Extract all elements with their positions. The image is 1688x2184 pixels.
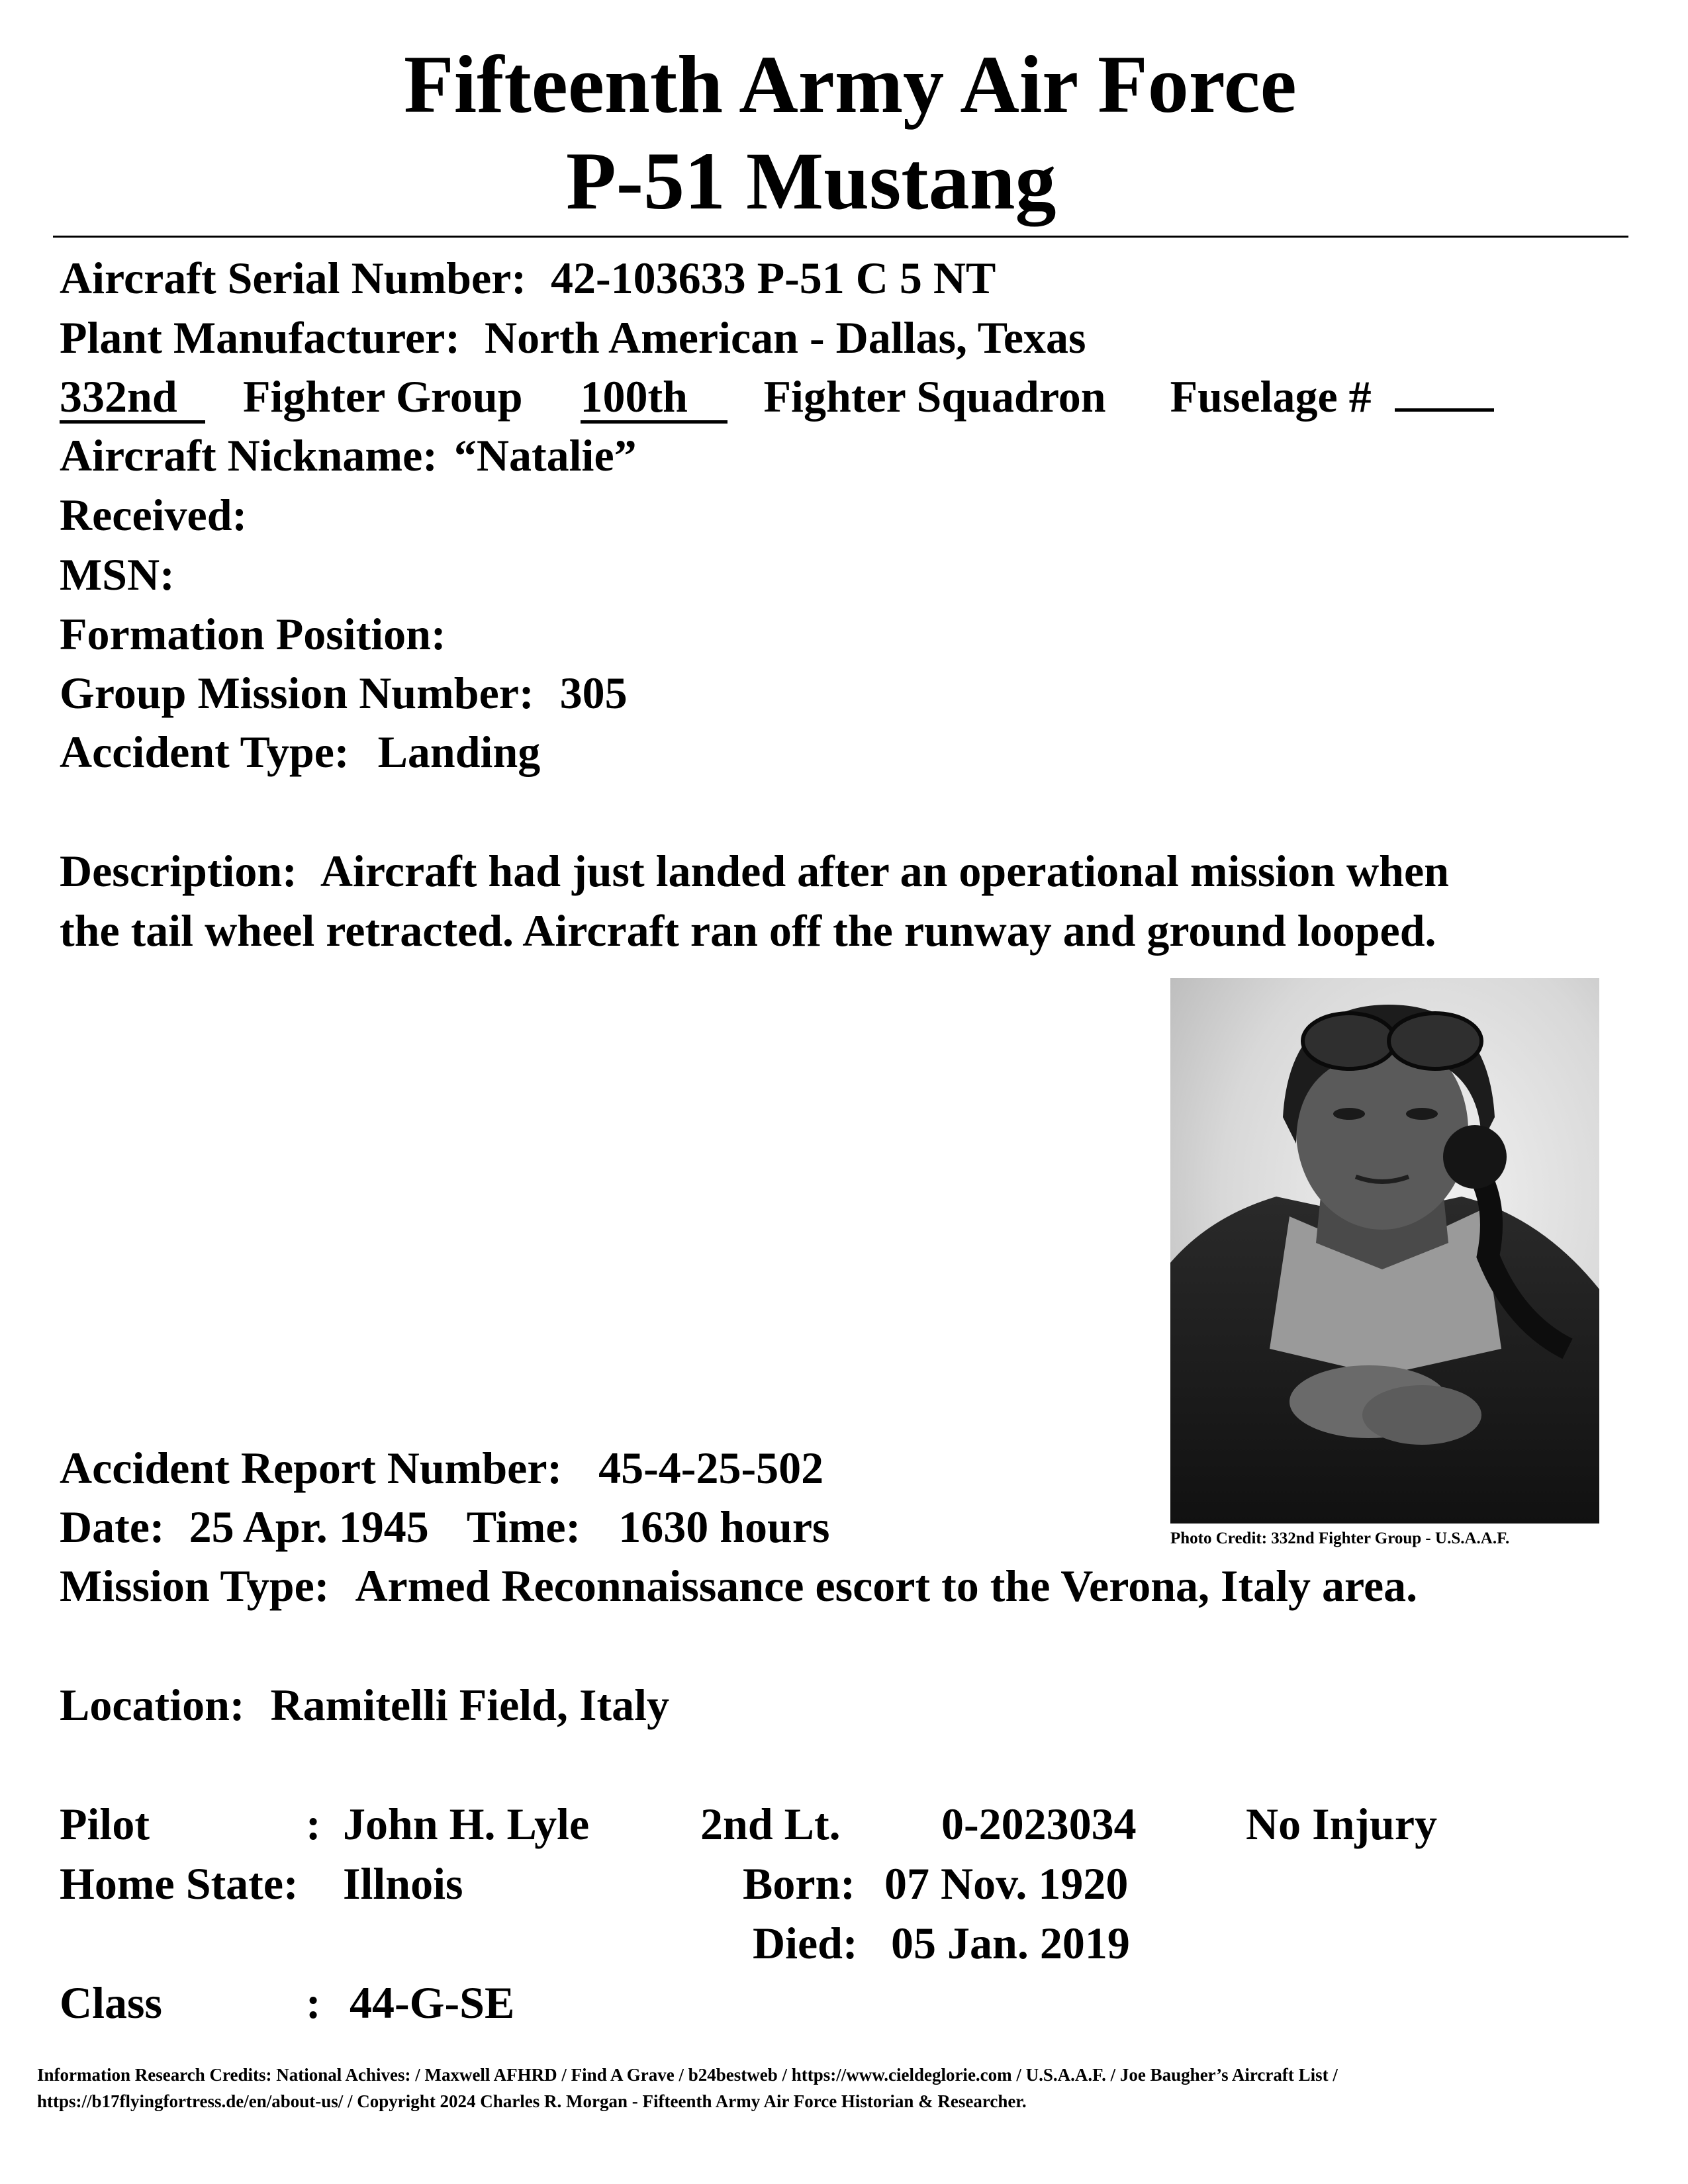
pilot-colon: : [306,1799,321,1849]
pilot-serial: 0-2023034 [941,1799,1137,1849]
location-value: Ramitelli Field, Italy [270,1680,670,1730]
class-label: Class [60,1978,162,2028]
accident-type-label: Accident Type: [60,727,350,777]
report-number-label: Accident Report Number: [60,1443,563,1493]
died-value: 05 Jan. 2019 [891,1918,1130,1968]
footer-credits-line1: Information Research Credits: National Achives: / Maxwell AFHRD / Find A Grave / b24bestweb / https://www.cieldeglorie.com / U.S.A.A.F. / Joe Baugher’s Aircraft List / [37,2065,1338,2085]
pilot-status: No Injury [1246,1799,1438,1849]
group-mission-label: Group Mission Number: [60,668,534,718]
plant-value: North American - Dallas, Texas [484,312,1086,363]
pilot-name: John H. Lyle [343,1799,590,1849]
fuselage-label: Fuselage # [1170,371,1372,422]
born-value: 07 Nov. 1920 [884,1858,1129,1909]
serial-row [60,253,996,303]
nickname-value: “Natalie” [453,430,637,480]
serial-label: Aircraft Serial Number: [60,253,526,303]
fuselage-blank [1395,407,1494,412]
nickname-row [60,430,637,480]
page-title: Fifteenth Army Air Force [404,39,1297,130]
plant-row [60,312,1086,363]
msn-label: MSN: [60,549,175,600]
pilot-label: Pilot [60,1799,150,1849]
group-mission-row [60,668,628,718]
group-mission-value: 305 [559,668,628,718]
group-label: Fighter Group [243,371,523,422]
photo-credit: Photo Credit: 332nd Fighter Group - U.S.A.A.F. [1170,1529,1510,1547]
class-colon: : [306,1978,321,2028]
mission-type-row [60,1561,1418,1611]
location-label: Location: [60,1680,245,1730]
description-text1: Aircraft had just landed after an operational mission when [320,846,1449,896]
died-label: Died: [753,1918,858,1968]
date-label: Date: [60,1502,165,1552]
date-value: 25 Apr. 1945 [189,1502,429,1552]
report-number-value: 45-4-25-502 [598,1443,824,1493]
group-row [60,371,1494,424]
time-label: Time: [466,1502,581,1552]
home-state-label: Home State: [60,1858,299,1909]
squadron-value: 100th [581,374,727,424]
page-subtitle: P-51 Mustang [566,136,1056,226]
class-value: 44-G-SE [350,1978,515,2028]
location-row [60,1680,670,1730]
date-time-row [60,1502,830,1552]
received-label: Received: [60,490,248,540]
squadron-label: Fighter Squadron [763,371,1106,422]
accident-type-row [60,727,541,777]
home-state-value: Illnois [343,1858,463,1909]
nickname-label: Aircraft Nickname: [60,430,438,480]
formation-label: Formation Position: [60,609,446,659]
description-line1 [60,846,1449,896]
group-value: 332nd [60,374,205,424]
mission-type-value: Armed Reconnaissance escort to the Verona, Italy area. [355,1561,1418,1611]
footer-credits-line2: https://b17flyingfortress.de/en/about-us/ / Copyright 2024 Charles R. Morgan - Fifteenth Army Air Force Historian & Researcher. [37,2091,1027,2111]
plant-label: Plant Manufacturer: [60,312,460,363]
pilot-portrait-image [1170,978,1599,1524]
pilot-photo [1170,978,1599,1524]
description-text2: the tail wheel retracted. Aircraft ran off the runway and ground looped. [60,905,1436,956]
born-label: Born: [743,1858,855,1909]
report-number-row [60,1443,824,1493]
time-value: 1630 hours [618,1502,830,1552]
pilot-rank: 2nd Lt. [700,1799,841,1849]
mission-type-label: Mission Type: [60,1561,330,1611]
serial-value: 42-103633 P-51 C 5 NT [550,253,996,303]
accident-type-value: Landing [377,727,541,777]
description-label: Description: [60,846,297,896]
title-divider [53,236,1628,238]
